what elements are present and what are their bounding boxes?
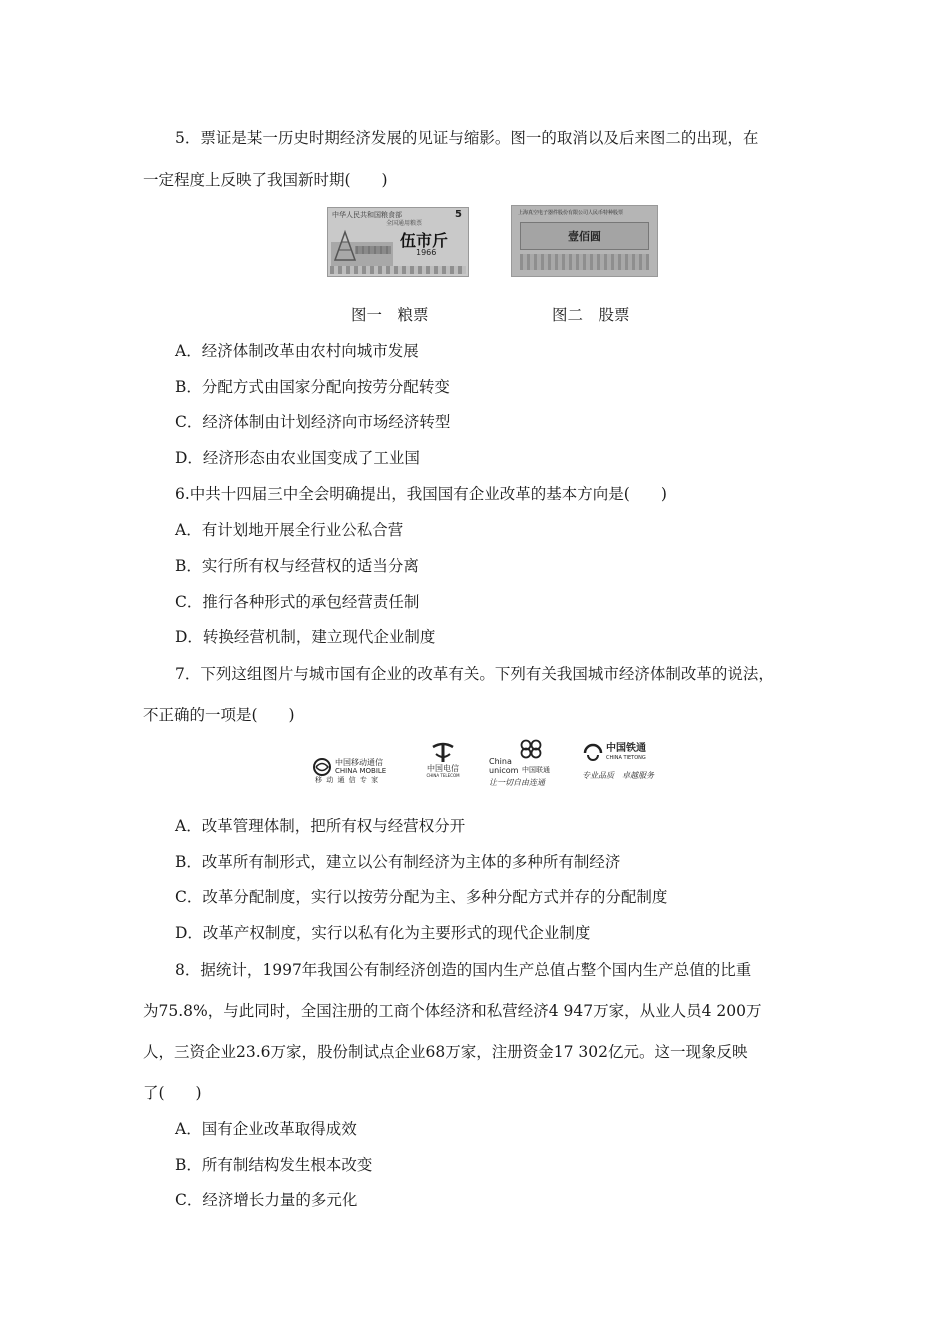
china-unicom-logo — [487, 738, 577, 794]
q6-option-b: B．实行所有权与经营权的适当分离 — [175, 557, 419, 575]
q8-option-c: C．经济增长力量的多元化 — [175, 1191, 358, 1209]
q5-stem-line2: 一定程度上反映了我国新时期( ) — [143, 171, 388, 189]
q7-option-a: A．改革管理体制，把所有权与经营权分开 — [175, 817, 466, 835]
china-tietong-logo — [580, 742, 672, 792]
china-tietong-cn: 中国铁通 — [606, 743, 646, 754]
q7-stem-line2: 不正确的一项是( ) — [143, 706, 295, 724]
china-tietong-slogan: 专业品质 卓越服务 — [582, 771, 654, 780]
china-telecom-emblem-icon — [431, 740, 455, 764]
q8-stem-line4: 了( ) — [143, 1084, 202, 1102]
china-mobile-swirl-icon — [313, 758, 331, 776]
china-tietong-en: CHINA TIETONG — [606, 755, 646, 761]
dam-illustration-icon — [331, 222, 393, 266]
fig1-caption: 图一 粮票 — [351, 306, 429, 324]
fig2-caption: 图二 股票 — [552, 306, 630, 324]
q5-option-c: C．经济体制由计划经济向市场经济转型 — [175, 413, 451, 431]
grain-coupon-number: 5 — [455, 209, 462, 220]
china-unicom-slogan: 让一切自由连通 — [489, 778, 545, 787]
q5-option-b: B．分配方式由国家分配向按劳分配转变 — [175, 378, 450, 396]
q8-option-b: B．所有制结构发生根本改变 — [175, 1156, 373, 1174]
china-unicom-cn: 中国联通 — [522, 766, 550, 774]
q6-option-d: D．转换经营机制，建立现代企业制度 — [175, 628, 436, 646]
china-tietong-emblem-icon — [582, 742, 604, 764]
grain-coupon-border — [330, 266, 466, 274]
share-certificate-pattern — [520, 254, 649, 270]
share-certificate-header: 上海真空电子器件股份有限公司人民币特种股票 — [518, 210, 624, 216]
grain-coupon-year: 1966 — [416, 248, 437, 257]
share-certificate-image — [511, 205, 658, 277]
china-mobile-cn: 中国移动通信 — [335, 758, 383, 768]
china-mobile-slogan: 移 动 通 信 专 家 — [315, 776, 380, 784]
q8-stem-line2: 为75.8%，与此同时，全国注册的工商个体经济和私营经济4 947万家，从业人员4 200万 — [143, 1002, 762, 1020]
share-certificate-value: 壹佰圆 — [568, 230, 601, 243]
china-telecom-en: CHINA TELECOM — [426, 773, 460, 779]
grain-coupon-value: 伍市斤 — [400, 231, 449, 250]
q7-option-d: D．改革产权制度，实行以私有化为主要形式的现代企业制度 — [175, 924, 591, 942]
china-telecom-logo — [418, 740, 468, 792]
q6-stem: 6.中共十四届三中全会明确提出，我国国有企业改革的基本方向是( ) — [175, 485, 667, 503]
grain-coupon-image — [327, 207, 469, 277]
grain-coupon-sub: 全国通用粮票 — [386, 220, 423, 227]
q7-option-c: C．改革分配制度，实行以按劳分配为主、多种分配方式并存的分配制度 — [175, 888, 668, 906]
q8-option-a: A．国有企业改革取得成效 — [175, 1120, 357, 1138]
q7-stem-line1: 7．下列这组图片与城市国有企业的改革有关。下列有关我国城市经济体制改革的说法， — [175, 665, 774, 683]
china-mobile-logo — [313, 745, 408, 789]
china-mobile-en: CHINA MOBILE — [335, 766, 387, 775]
q5-option-a: A．经济体制改革由农村向城市发展 — [175, 342, 419, 360]
q6-option-c: C．推行各种形式的承包经营责任制 — [175, 593, 420, 611]
q7-option-b: B．改革所有制形式，建立以公有制经济为主体的多种所有制经济 — [175, 853, 621, 871]
q6-option-a: A．有计划地开展全行业公私合营 — [175, 521, 404, 539]
q5-option-d: D．经济形态由农业国变成了工业国 — [175, 449, 420, 467]
china-unicom-en2: unicom — [489, 766, 519, 775]
q8-stem-line1: 8．据统计，1997年我国公有制经济创造的国内生产总值占整个国内生产总值的比重 — [175, 961, 752, 979]
q5-stem-line1: 5．票证是某一历史时期经济发展的见证与缩影。图一的取消以及后来图二的出现，在 — [175, 129, 759, 147]
china-unicom-en1: China — [489, 757, 512, 766]
q8-stem-line3: 人，三资企业23.6万家，股份制试点企业68万家，注册资金17 302亿元。这一现象反映 — [143, 1043, 748, 1061]
china-telecom-cn: 中国电信 — [427, 764, 459, 773]
grain-coupon-header: 中华人民共和国粮食部 — [332, 211, 402, 219]
china-unicom-knot-icon — [519, 738, 543, 760]
